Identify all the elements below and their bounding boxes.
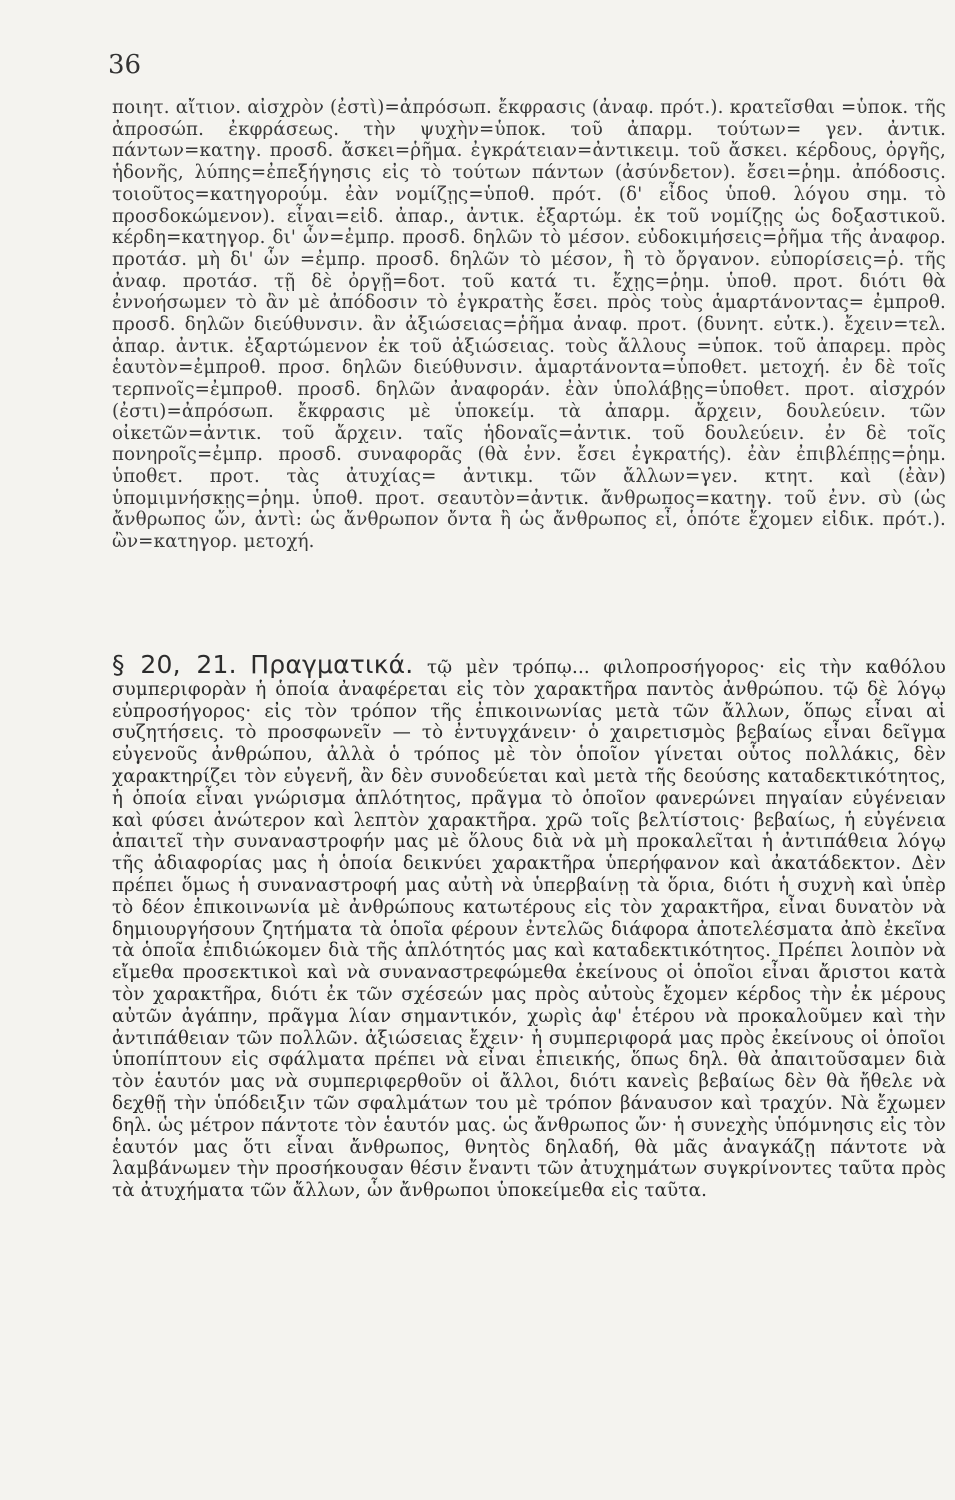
- section-heading-number: § 20, 21.: [112, 650, 237, 679]
- notes-paragraph: ποιητ. αἴτιον. αἰσχρὸν (ἐστὶ)=ἀπρόσωπ. ἔκφρασις (ἀναφ. πρότ.). κρατεῖσθαι =ὑποκ. τῆς ἀπροσώπ. ἐκφράσεως. τὴν ψυχὴν=ὑποκ. τοῦ ἀπαρμ. τούτων= γεν. ἀντικ. πάντων=κατηγ. προσδ. ἄσκει=ῥῆμα. ἐγκράτειαν=ἀντικειμ. τοῦ ἄσκει. κέρδους, ὀργῆς, ἡδονῆς, λύπης=ἐπεξήγησις εἰς τὸ τούτων πάντων (ἀσύνδετον). ἔσει=ῥημ. ἀπόδοσις. τοιοῦτος=κατηγορούμ. ἐὰν νομίζῃς=ὑποθ. πρότ. (δ' εἶδος ὑποθ. λόγου σημ. τὸ προσδοκώμενον). εἶναι=εἰδ. ἀπαρ., ἀντικ. ἐξαρτώμ. ἐκ τοῦ νομίζῃς ὡς δοξαστικοῦ. κέρδη=κατηγορ. δι' ὧν=ἐμπρ. προσδ. δηλῶν τὸ μέσον. εὐδοκιμήσεις=ῥῆμα τῆς ἀναφορ. προτάσ. μὴ δι' ὧν =ἐμπρ. προσδ. δηλῶν τὸ μέσον, ἢ τὸ ὄργανον. εὐπορίσεις=ῥ. τῆς ἀναφ. προτάσ. τῇ δὲ ὀργῇ=δοτ. τοῦ κατά τι. ἔχῃς=ῥημ. ὑποθ. προτ. διότι θὰ ἐννοήσωμεν τὸ ἂν μὲ ἀπόδοσιν τὸ ἐγκρατὴς ἔσει. πρὸς τοὺς ἁμαρτάνοντας= ἐμπροθ. προσδ. δηλῶν διεύθυνσιν. ἂν ἀξιώσειας=ῥῆμα ἀναφ. προτ. (δυνητ. εὐτκ.). ἔχειν=τελ. ἀπαρ. ἀντικ. ἐξαρτώμενον ἐκ τοῦ ἀξιώσειας. τοὺς ἄλλους =ὑποκ. τοῦ ἀπαρεμ. πρὸς ἑαυτὸν=ἐμπροθ. προσ. δηλῶν διεύθυνσιν. ἁμαρτάνοντα=ὑποθετ. μετοχή. ἐν δὲ τοῖς τερπνοῖς=ἐμπροθ. προσδ. δηλῶν ἀναφοράν. ἐὰν ὑπολάβῃς=ὑποθετ. προτ. αἰσχρόν (ἐστι)=ἀπρόσωπ. ἔκφρασις μὲ ὑποκείμ. τὰ ἀπαρμ. ἄρχειν, δουλεύειν. τῶν οἰκετῶν=ἀντικ. τοῦ ἄρχειν. ταῖς ἡδοναῖς=ἀντικ. τοῦ δουλεύειν. ἐν δὲ τοῖς πονηροῖς=ἐμπρ. προσδ. συναφορᾶς (θὰ ἐνν. ἔσει ἐγκρατής). ἐὰν ἐπιβλέπῃς=ῥημ. ὑποθετ. προτ. τὰς ἀτυχίας= ἀντικμ. τῶν ἄλλων=γεν. κτητ. καὶ (ἐὰν) ὑπομιμνήσκῃς=ῥημ. ὑποθ. προτ. σεαυτὸν=ἀντικ. ἄνθρωπος=κατηγ. τοῦ ἐνν. σὺ (ὡς ἄνθρωπος ὤν, ἀντὶ: ὡς ἄνθρωπον ὄντα ἢ ὡς ἄνθρωπος εἶ, ὁπότε ἔχομεν εἰδικ. πρότ.). ὢν=κατηγορ. μετοχή.: [112, 97, 946, 553]
- grammar-notes: [112, 97, 946, 553]
- section-text: τῷ μὲν τρόπῳ... φιλοπροσήγορος· εἰς τὴν καθόλου συμπεριφορὰν ἡ ὁποία ἀναφέρεται εἰς τὸν χαρακτῆρα παντὸς ἀνθρώπου. τῷ δὲ λόγῳ εὐπροσήγορος· εἰς τὸν τρόπον τῆς ἐπικοινωνίας μετὰ τῶν ἄλλων, ὅπως εἶναι αἱ συζητήσεις. τὸ προσφωνεῖν — τὸ ἐντυγχάνειν· ὁ χαιρετισμὸς βεβαίως εἶναι δεῖγμα εὐγενοῦς ἀνθρώπου, ἀλλὰ ὁ τρόπος μὲ τὸν ὁποῖον γίνεται οὗτος πολλάκις, δὲν χαρακτηρίζει τὸν εὐγενῆ, ἂν δὲν συνοδεύεται καὶ μετὰ τῆς δεούσης καταδεκτικότητος, ἡ ὁποία εἶναι γνώρισμα ἁπλότητος, πρᾶγμα τὸ ὁποῖον φανερώνει πηγαίαν εὐγένειαν καὶ φύσει ἀνώτερον καὶ λεπτὸν χαρακτῆρα. χρῶ τοῖς βελτίστοις· βεβαίως, ἡ εὐγένεια ἀπαιτεῖ τὴν συναναστροφήν μας μὲ ὅλους διὰ νὰ μὴ προκαλεῖται ἡ ἀντιπάθεια λόγῳ τῆς ἀδιαφορίας μας ἡ ὁποία δεικνύει χαρακτῆρα ὑπερήφανον καὶ ἀκατάδεκτον. Δὲν πρέπει ὅμως ἡ συναναστροφή μας αὐτὴ νὰ ὑπερβαίνῃ τὰ ὅρια, διότι ἡ συχνὴ καὶ ὑπὲρ τὸ δέον ἐπικοινωνία μὲ ἀνθρώπους κατωτέρους εἰς τὸν χαρακτῆρα, εἶναι δυνατὸν νὰ δημιουργήσουν ζητήματα τὰ ὁποῖα φέρουν ἐντελῶς διάφορα ἀποτελέσματα ἀπὸ ἐκεῖνα τὰ ὁποῖα ἐπιδιώκομεν διὰ τῆς ἁπλότητός μας καὶ καταδεκτικότητος. Πρέπει λοιπὸν νὰ εἴμεθα προσεκτικοὶ καὶ νὰ συναναστρεφώμεθα ἐκείνους οἱ ὁποῖοι εἶναι ἄριστοι κατὰ τὸν χαρακτῆρα, διότι ἐκ τῶν σχέσεών μας πρὸς αὐτοὺς ἔχομεν κέρδος τὴν ἐκ μέρους αὐτῶν ἀγάπην, πρᾶγμα λίαν σημαντικόν, χωρὶς ἀφ' ἑτέρου νὰ προκαλοῦμεν καὶ τὴν ἀντιπάθειαν τῶν πολλῶν. ἀξιώσειας ἔχειν· ἡ συμπεριφορά μας πρὸς ἐκείνους οἱ ὁποῖοι ὑποπίπτουν εἰς σφάλματα πρέπει νὰ εἶναι ἐπιεικής, ὅπως δηλ. θὰ ἀπαιτοῦσαμεν διὰ τὸν ἑαυτόν μας νὰ συμπεριφερθοῦν οἱ ἄλλοι, διότι κανεὶς βεβαίως δὲν θὰ ἤθελε νὰ δεχθῇ τὴν ὑπόδειξιν τῶν σφαλμάτων του μὲ τρόπον βάναυσον καὶ τραχύν. Νὰ ἔχωμεν δηλ. ὡς μέτρον πάντοτε τὸν ἑαυτόν μας. ὡς ἄνθρωπος ὤν· ἡ συνεχὴς ὑπόμνησις εἰς τὸν ἑαυτόν μας ὅτι εἶναι ἄνθρωπος, θνητὸς δηλαδή, θὰ μᾶς ἀναγκάζῃ πάντοτε νὰ λαμβάνωμεν τὴν προσήκουσαν θέσιν ἔναντι τῶν ἀτυχημάτων συγκρίνοντες ταῦτα πρὸς τὰ ἀτυχήματα τῶν ἄλλων, ὧν ἄνθρωποι ὑποκείμεθα εἰς ταῦτα.: [112, 657, 947, 1202]
- section-heading-title: Πραγματικά.: [250, 650, 414, 679]
- section-20-21: [112, 650, 947, 1202]
- section-paragraph: [112, 650, 947, 1202]
- page-number: 36: [108, 50, 142, 80]
